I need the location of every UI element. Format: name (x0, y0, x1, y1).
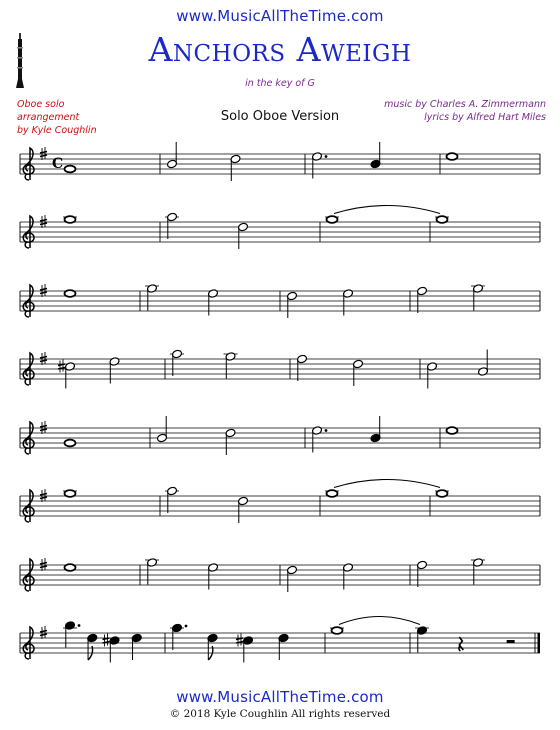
note-head (65, 166, 76, 173)
augmentation-dot (78, 624, 81, 627)
arranger-line: arrangement (17, 112, 80, 123)
note-head (332, 627, 343, 634)
note-head (65, 564, 76, 571)
arranger-line: Oboe solo (17, 99, 65, 110)
note-head (447, 153, 458, 160)
half-rest (507, 640, 515, 643)
augmentation-dot (325, 155, 328, 158)
site-url-bottom[interactable]: www.MusicAllTheTime.com (176, 688, 384, 706)
quarter-rest (459, 637, 464, 651)
key-sharp (40, 563, 47, 565)
note-head (65, 290, 76, 297)
credit-music: music by Charles A. Zimmermann (384, 99, 546, 110)
note-head (65, 490, 76, 497)
augmentation-dot (325, 429, 328, 432)
note-head (437, 216, 448, 223)
augmentation-dot (185, 625, 188, 628)
key-sharp (40, 152, 47, 154)
note-head (65, 216, 76, 223)
key-sharp (40, 360, 47, 362)
key-sharp (40, 429, 47, 431)
credit-lyrics: lyrics by Alfred Hart Miles (424, 112, 546, 123)
arranger-line: by Kyle Coughlin (17, 125, 97, 136)
tie (334, 206, 440, 214)
sheet-music-score (0, 140, 560, 680)
key-sharp (40, 289, 47, 291)
song-title: Anchors Aweigh (148, 30, 412, 69)
tie (334, 480, 440, 488)
tie (339, 617, 420, 625)
key-sharp (40, 566, 47, 568)
version-label: Solo Oboe Version (220, 109, 340, 124)
key-sharp (40, 223, 47, 225)
key-sharp (40, 631, 47, 633)
key-sharp (40, 426, 47, 428)
key-sharp (40, 357, 47, 359)
key-sharp (40, 292, 47, 294)
note-head (65, 440, 76, 447)
key-text: in the key of G (245, 78, 315, 89)
note-head (447, 427, 458, 434)
key-sharp (40, 220, 47, 222)
note-head (327, 490, 338, 497)
key-sharp (40, 494, 47, 496)
note-head (437, 490, 448, 497)
key-sharp (40, 634, 47, 636)
time-signature: C (52, 156, 64, 172)
composer-credits (384, 98, 546, 124)
note-head (327, 216, 338, 223)
copyright-notice: © 2018 Kyle Coughlin All rights reserved (169, 708, 391, 720)
final-barline (538, 633, 541, 653)
key-sharp (40, 155, 47, 157)
site-url-top[interactable]: www.MusicAllTheTime.com (176, 7, 384, 25)
key-sharp (40, 497, 47, 499)
